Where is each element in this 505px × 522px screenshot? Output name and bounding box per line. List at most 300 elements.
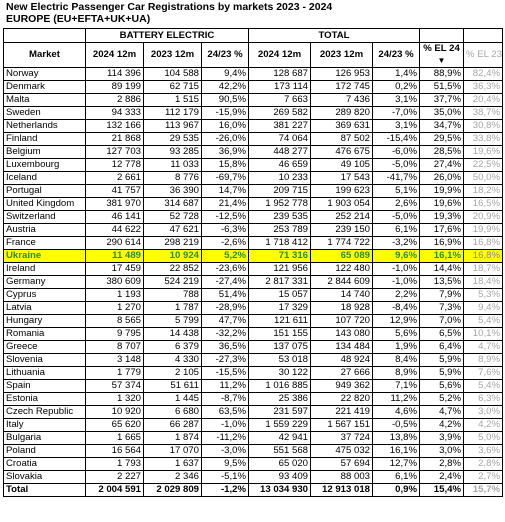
cell-total-change: -1,0% bbox=[373, 263, 420, 276]
cell-market: Bulgaria bbox=[4, 432, 86, 445]
cell-total-2024: 1 718 412 bbox=[249, 237, 311, 250]
cell-total-2023: 1 903 054 bbox=[311, 198, 373, 211]
cell-bev-change: 9,5% bbox=[202, 458, 249, 471]
cell-share-2023: 18,2% bbox=[464, 185, 503, 198]
chart-title: New Electric Passenger Car Registrations by markets 2023 - 2024 bbox=[6, 1, 333, 13]
cell-bev-2024: 12 778 bbox=[86, 159, 144, 172]
cell-bev-2024: 381 970 bbox=[86, 198, 144, 211]
cell-share-2023: 5,4% bbox=[464, 315, 503, 328]
cell-bev-change: -28,9% bbox=[202, 302, 249, 315]
cell-market: Estonia bbox=[4, 393, 86, 406]
cell-share-2023: 38,7% bbox=[464, 107, 503, 120]
cell-bev-2023: 36 390 bbox=[144, 185, 202, 198]
table-row bbox=[4, 393, 503, 406]
cell-market: Austria bbox=[4, 224, 86, 237]
header-total-2023: 2023 12m bbox=[311, 43, 373, 68]
cell-bev-change: -69,7% bbox=[202, 172, 249, 185]
header-group-total: TOTAL bbox=[249, 29, 420, 43]
cell-market: Slovakia bbox=[4, 471, 86, 484]
cell-market: Ukraine bbox=[4, 250, 86, 263]
table-row bbox=[4, 432, 503, 445]
cell-bev-2023: 2 346 bbox=[144, 471, 202, 484]
cell-bev-2023: 51 611 bbox=[144, 380, 202, 393]
cell-share-2023: 10,1% bbox=[464, 328, 503, 341]
cell-market: France bbox=[4, 237, 86, 250]
cell-total-change: 7,1% bbox=[373, 380, 420, 393]
cell-total-2024: 231 597 bbox=[249, 406, 311, 419]
cell-bev-2023: 62 715 bbox=[144, 81, 202, 94]
cell-total-2024: 1 559 229 bbox=[249, 419, 311, 432]
cell-total-2023: 126 953 bbox=[311, 68, 373, 81]
header-share-2024 bbox=[420, 43, 464, 68]
cell-share-2023: 15,7% bbox=[464, 484, 503, 497]
cell-market: Ireland bbox=[4, 263, 86, 276]
cell-total-2023: 17 543 bbox=[311, 172, 373, 185]
table-body bbox=[4, 68, 503, 497]
cell-total-2024: 381 227 bbox=[249, 120, 311, 133]
cell-share-2023: 36,3% bbox=[464, 81, 503, 94]
cell-bev-2024: 1 793 bbox=[86, 458, 144, 471]
cell-total-2024: 10 233 bbox=[249, 172, 311, 185]
cell-total-2023: 27 666 bbox=[311, 367, 373, 380]
cell-market: Hungary bbox=[4, 315, 86, 328]
table-row bbox=[4, 146, 503, 159]
cell-bev-2023: 113 967 bbox=[144, 120, 202, 133]
cell-market: Portugal bbox=[4, 185, 86, 198]
cell-total-2024: 30 122 bbox=[249, 367, 311, 380]
cell-bev-2023: 104 588 bbox=[144, 68, 202, 81]
cell-bev-change: 21,4% bbox=[202, 198, 249, 211]
cell-total-2024: 93 409 bbox=[249, 471, 311, 484]
cell-total-2023: 252 214 bbox=[311, 211, 373, 224]
table-row bbox=[4, 159, 503, 172]
table-row bbox=[4, 471, 503, 484]
cell-bev-change: -32,2% bbox=[202, 328, 249, 341]
registrations-table bbox=[3, 28, 503, 497]
cell-market: Netherlands bbox=[4, 120, 86, 133]
cell-total-2024: 128 687 bbox=[249, 68, 311, 81]
cell-bev-2023: 66 287 bbox=[144, 419, 202, 432]
cell-bev-2023: 29 535 bbox=[144, 133, 202, 146]
table-row bbox=[4, 68, 503, 81]
cell-total-2023: 48 924 bbox=[311, 354, 373, 367]
cell-total-2024: 121 611 bbox=[249, 315, 311, 328]
cell-bev-change: 15,8% bbox=[202, 159, 249, 172]
cell-share-2024: 7,0% bbox=[420, 315, 464, 328]
cell-total-2024: 46 659 bbox=[249, 159, 311, 172]
cell-total-change: 4,6% bbox=[373, 406, 420, 419]
cell-share-2024: 37,7% bbox=[420, 94, 464, 107]
header-bev-change: 24/23 % bbox=[202, 43, 249, 68]
cell-total-2024: 1 016 885 bbox=[249, 380, 311, 393]
cell-bev-2024: 2 886 bbox=[86, 94, 144, 107]
cell-market: Lithuania bbox=[4, 367, 86, 380]
cell-market: Romania bbox=[4, 328, 86, 341]
cell-total-2023: 475 032 bbox=[311, 445, 373, 458]
cell-share-2024: 6,5% bbox=[420, 328, 464, 341]
cell-bev-change: -11,2% bbox=[202, 432, 249, 445]
cell-total-2024: 121 956 bbox=[249, 263, 311, 276]
table-row bbox=[4, 133, 503, 146]
cell-bev-2024: 132 166 bbox=[86, 120, 144, 133]
cell-share-2024: 7,3% bbox=[420, 302, 464, 315]
cell-share-2024: 51,5% bbox=[420, 81, 464, 94]
cell-share-2023: 16,5% bbox=[464, 198, 503, 211]
cell-share-2024: 19,6% bbox=[420, 198, 464, 211]
cell-total-2023: 57 694 bbox=[311, 458, 373, 471]
cell-total-2023: 49 105 bbox=[311, 159, 373, 172]
cell-bev-2023: 52 728 bbox=[144, 211, 202, 224]
cell-bev-2023: 6 379 bbox=[144, 341, 202, 354]
cell-share-2024: 5,9% bbox=[420, 367, 464, 380]
cell-total-change: 0,9% bbox=[373, 484, 420, 497]
cell-market: Malta bbox=[4, 94, 86, 107]
cell-bev-2024: 10 920 bbox=[86, 406, 144, 419]
cell-bev-2023: 22 852 bbox=[144, 263, 202, 276]
cell-bev-change: 36,9% bbox=[202, 146, 249, 159]
cell-bev-2024: 1 779 bbox=[86, 367, 144, 380]
cell-share-2023: 8,9% bbox=[464, 354, 503, 367]
cell-market: Czech Republic bbox=[4, 406, 86, 419]
cell-share-2024: 15,4% bbox=[420, 484, 464, 497]
cell-bev-change: -15,5% bbox=[202, 367, 249, 380]
cell-total-change: -6,0% bbox=[373, 146, 420, 159]
table-row bbox=[4, 354, 503, 367]
cell-bev-2024: 9 795 bbox=[86, 328, 144, 341]
cell-share-2024: 19,3% bbox=[420, 211, 464, 224]
cell-total-change: 1,4% bbox=[373, 68, 420, 81]
cell-bev-2024: 16 564 bbox=[86, 445, 144, 458]
header-share-2024-label: % EL 24 bbox=[423, 43, 460, 54]
cell-bev-change: -27,3% bbox=[202, 354, 249, 367]
cell-share-2023: 5,3% bbox=[464, 289, 503, 302]
cell-total-change: -8,4% bbox=[373, 302, 420, 315]
cell-market: Belgium bbox=[4, 146, 86, 159]
cell-bev-change: -8,7% bbox=[202, 393, 249, 406]
cell-bev-2024: 2 004 591 bbox=[86, 484, 144, 497]
cell-share-2024: 4,2% bbox=[420, 419, 464, 432]
cell-total-2023: 1 567 151 bbox=[311, 419, 373, 432]
cell-total-change: -1,0% bbox=[373, 276, 420, 289]
table-row bbox=[4, 276, 503, 289]
cell-bev-2023: 1 637 bbox=[144, 458, 202, 471]
table-row bbox=[4, 185, 503, 198]
cell-total-2023: 7 436 bbox=[311, 94, 373, 107]
total-row bbox=[4, 484, 503, 497]
cell-total-2023: 14 740 bbox=[311, 289, 373, 302]
cell-share-2023: 9,4% bbox=[464, 302, 503, 315]
cell-market: Total bbox=[4, 484, 86, 497]
cell-total-change: -41,7% bbox=[373, 172, 420, 185]
cell-bev-2024: 8 565 bbox=[86, 315, 144, 328]
table-row bbox=[4, 367, 503, 380]
cell-total-2023: 1 774 722 bbox=[311, 237, 373, 250]
cell-share-2023: 19,6% bbox=[464, 146, 503, 159]
cell-bev-2024: 1 193 bbox=[86, 289, 144, 302]
cell-total-2024: 151 155 bbox=[249, 328, 311, 341]
cell-bev-2023: 5 799 bbox=[144, 315, 202, 328]
cell-total-2024: 15 057 bbox=[249, 289, 311, 302]
table-row bbox=[4, 289, 503, 302]
cell-total-change: 2,2% bbox=[373, 289, 420, 302]
cell-total-2023: 143 080 bbox=[311, 328, 373, 341]
cell-share-2024: 4,7% bbox=[420, 406, 464, 419]
cell-bev-2023: 788 bbox=[144, 289, 202, 302]
cell-total-2024: 448 277 bbox=[249, 146, 311, 159]
cell-total-2024: 137 075 bbox=[249, 341, 311, 354]
table-row bbox=[4, 315, 503, 328]
header-bev-2023: 2023 12m bbox=[144, 43, 202, 68]
cell-total-change: -15,4% bbox=[373, 133, 420, 146]
cell-bev-change: 14,7% bbox=[202, 185, 249, 198]
chart-subtitle: EUROPE (EU+EFTA+UK+UA) bbox=[6, 13, 151, 25]
table-row bbox=[4, 224, 503, 237]
header-blank bbox=[420, 29, 464, 43]
cell-share-2023: 18,7% bbox=[464, 263, 503, 276]
cell-market: Poland bbox=[4, 445, 86, 458]
cell-total-2024: 42 941 bbox=[249, 432, 311, 445]
cell-bev-change: 63,5% bbox=[202, 406, 249, 419]
cell-bev-2023: 8 776 bbox=[144, 172, 202, 185]
cell-total-2024: 25 386 bbox=[249, 393, 311, 406]
cell-bev-2024: 11 489 bbox=[86, 250, 144, 263]
cell-bev-2024: 380 609 bbox=[86, 276, 144, 289]
cell-market: Germany bbox=[4, 276, 86, 289]
cell-bev-2024: 57 374 bbox=[86, 380, 144, 393]
cell-total-change: 12,9% bbox=[373, 315, 420, 328]
cell-market: Switzerland bbox=[4, 211, 86, 224]
table-row bbox=[4, 328, 503, 341]
cell-bev-change: 51,4% bbox=[202, 289, 249, 302]
cell-share-2023: 5,4% bbox=[464, 380, 503, 393]
cell-market: Greece bbox=[4, 341, 86, 354]
cell-bev-2024: 2 661 bbox=[86, 172, 144, 185]
cell-total-change: 5,1% bbox=[373, 185, 420, 198]
cell-total-2023: 239 150 bbox=[311, 224, 373, 237]
cell-share-2024: 5,2% bbox=[420, 393, 464, 406]
cell-bev-2023: 4 330 bbox=[144, 354, 202, 367]
cell-total-change: -5,0% bbox=[373, 159, 420, 172]
header-blank bbox=[4, 29, 86, 43]
cell-share-2024: 26,0% bbox=[420, 172, 464, 185]
cell-bev-2024: 127 703 bbox=[86, 146, 144, 159]
cell-bev-2023: 10 924 bbox=[144, 250, 202, 263]
table-row bbox=[4, 81, 503, 94]
cell-bev-2024: 114 396 bbox=[86, 68, 144, 81]
cell-total-2023: 65 089 bbox=[311, 250, 373, 263]
cell-bev-change: -6,3% bbox=[202, 224, 249, 237]
cell-bev-change: 47,7% bbox=[202, 315, 249, 328]
cell-share-2023: 18,4% bbox=[464, 276, 503, 289]
cell-market: Latvia bbox=[4, 302, 86, 315]
cell-bev-2024: 2 227 bbox=[86, 471, 144, 484]
cell-share-2023: 82,4% bbox=[464, 68, 503, 81]
cell-total-2023: 107 720 bbox=[311, 315, 373, 328]
cell-total-2023: 22 820 bbox=[311, 393, 373, 406]
cell-total-change: 6,1% bbox=[373, 471, 420, 484]
cell-total-2023: 949 362 bbox=[311, 380, 373, 393]
table-row bbox=[4, 445, 503, 458]
table-row bbox=[4, 172, 503, 185]
cell-bev-2024: 3 148 bbox=[86, 354, 144, 367]
table-row bbox=[4, 458, 503, 471]
cell-share-2023: 20,4% bbox=[464, 94, 503, 107]
cell-market: Slovenia bbox=[4, 354, 86, 367]
cell-share-2024: 34,7% bbox=[420, 120, 464, 133]
cell-bev-2024: 1 270 bbox=[86, 302, 144, 315]
cell-bev-2023: 11 033 bbox=[144, 159, 202, 172]
table-row bbox=[4, 198, 503, 211]
cell-total-2023: 221 419 bbox=[311, 406, 373, 419]
cell-bev-change: -3,0% bbox=[202, 445, 249, 458]
cell-share-2024: 6,4% bbox=[420, 341, 464, 354]
cell-total-2023: 134 484 bbox=[311, 341, 373, 354]
cell-total-2024: 53 018 bbox=[249, 354, 311, 367]
cell-market: Luxembourg bbox=[4, 159, 86, 172]
cell-total-2024: 209 715 bbox=[249, 185, 311, 198]
cell-bev-2024: 44 622 bbox=[86, 224, 144, 237]
cell-share-2023: 22,5% bbox=[464, 159, 503, 172]
cell-share-2023: 5,0% bbox=[464, 432, 503, 445]
cell-total-2023: 37 724 bbox=[311, 432, 373, 445]
cell-bev-2024: 41 757 bbox=[86, 185, 144, 198]
cell-bev-2023: 314 687 bbox=[144, 198, 202, 211]
cell-bev-change: 9,4% bbox=[202, 68, 249, 81]
cell-market: United Kingdom bbox=[4, 198, 86, 211]
cell-share-2024: 19,9% bbox=[420, 185, 464, 198]
cell-bev-change: 42,2% bbox=[202, 81, 249, 94]
cell-total-2023: 18 928 bbox=[311, 302, 373, 315]
cell-bev-change: 90,5% bbox=[202, 94, 249, 107]
cell-share-2023: 3,6% bbox=[464, 445, 503, 458]
cell-share-2023: 19,9% bbox=[464, 224, 503, 237]
cell-total-change: 2,6% bbox=[373, 198, 420, 211]
cell-share-2024: 5,9% bbox=[420, 354, 464, 367]
cell-bev-2024: 1 665 bbox=[86, 432, 144, 445]
cell-share-2023: 2,7% bbox=[464, 471, 503, 484]
cell-total-change: 3,1% bbox=[373, 120, 420, 133]
cell-bev-change: 36,5% bbox=[202, 341, 249, 354]
cell-total-2024: 173 114 bbox=[249, 81, 311, 94]
cell-share-2024: 3,9% bbox=[420, 432, 464, 445]
cell-bev-change: -27,4% bbox=[202, 276, 249, 289]
cell-share-2023: 16,8% bbox=[464, 237, 503, 250]
table-row bbox=[4, 120, 503, 133]
cell-bev-change: -5,1% bbox=[202, 471, 249, 484]
sort-descending-icon: ▼ bbox=[437, 56, 446, 65]
cell-bev-change: -23,6% bbox=[202, 263, 249, 276]
cell-total-change: 16,1% bbox=[373, 445, 420, 458]
cell-bev-change: -1,0% bbox=[202, 419, 249, 432]
cell-bev-2024: 8 707 bbox=[86, 341, 144, 354]
cell-bev-2024: 46 141 bbox=[86, 211, 144, 224]
cell-market: Norway bbox=[4, 68, 86, 81]
cell-total-2024: 17 329 bbox=[249, 302, 311, 315]
table-row bbox=[4, 263, 503, 276]
table-row bbox=[4, 107, 503, 120]
cell-bev-2023: 2 029 809 bbox=[144, 484, 202, 497]
table-row bbox=[4, 302, 503, 315]
cell-bev-2023: 6 680 bbox=[144, 406, 202, 419]
header-total-2024: 2024 12m bbox=[249, 43, 311, 68]
cell-share-2024: 27,4% bbox=[420, 159, 464, 172]
cell-market: Denmark bbox=[4, 81, 86, 94]
cell-market: Spain bbox=[4, 380, 86, 393]
cell-total-2023: 289 820 bbox=[311, 107, 373, 120]
cell-total-change: 9,6% bbox=[373, 250, 420, 263]
cell-bev-2023: 298 219 bbox=[144, 237, 202, 250]
cell-share-2024: 16,1% bbox=[420, 250, 464, 263]
cell-total-change: 8,4% bbox=[373, 354, 420, 367]
cell-total-change: 5,6% bbox=[373, 328, 420, 341]
header-blank bbox=[464, 29, 503, 43]
table-row bbox=[4, 380, 503, 393]
cell-bev-2023: 93 285 bbox=[144, 146, 202, 159]
table-row bbox=[4, 237, 503, 250]
cell-total-2023: 2 844 609 bbox=[311, 276, 373, 289]
cell-bev-change: 5,2% bbox=[202, 250, 249, 263]
cell-bev-2023: 112 179 bbox=[144, 107, 202, 120]
cell-share-2023: 50,0% bbox=[464, 172, 503, 185]
header-share-2023: % EL 23 bbox=[464, 43, 503, 68]
cell-share-2024: 13,5% bbox=[420, 276, 464, 289]
cell-bev-change: -1,2% bbox=[202, 484, 249, 497]
cell-total-change: 3,1% bbox=[373, 94, 420, 107]
cell-share-2023: 7,6% bbox=[464, 367, 503, 380]
cell-share-2024: 2,8% bbox=[420, 458, 464, 471]
cell-share-2023: 30,8% bbox=[464, 120, 503, 133]
header-group-battery-electric: BATTERY ELECTRIC bbox=[86, 29, 249, 43]
table-row bbox=[4, 211, 503, 224]
cell-total-2024: 7 663 bbox=[249, 94, 311, 107]
cell-bev-2024: 17 459 bbox=[86, 263, 144, 276]
table-row bbox=[4, 419, 503, 432]
cell-market: Croatia bbox=[4, 458, 86, 471]
cell-total-change: 13,8% bbox=[373, 432, 420, 445]
cell-bev-2024: 65 620 bbox=[86, 419, 144, 432]
cell-bev-2023: 17 070 bbox=[144, 445, 202, 458]
header-bev-2024: 2024 12m bbox=[86, 43, 144, 68]
cell-bev-2024: 89 199 bbox=[86, 81, 144, 94]
cell-bev-2023: 524 219 bbox=[144, 276, 202, 289]
cell-bev-2023: 1 874 bbox=[144, 432, 202, 445]
cell-total-change: 0,2% bbox=[373, 81, 420, 94]
cell-share-2023: 4,2% bbox=[464, 419, 503, 432]
cell-market: Sweden bbox=[4, 107, 86, 120]
cell-market: Iceland bbox=[4, 172, 86, 185]
cell-total-2023: 12 913 018 bbox=[311, 484, 373, 497]
cell-bev-2024: 1 320 bbox=[86, 393, 144, 406]
cell-total-2024: 65 020 bbox=[249, 458, 311, 471]
cell-total-2024: 1 952 778 bbox=[249, 198, 311, 211]
cell-total-2024: 13 034 930 bbox=[249, 484, 311, 497]
cell-bev-2023: 1 787 bbox=[144, 302, 202, 315]
cell-bev-2023: 47 621 bbox=[144, 224, 202, 237]
table-row bbox=[4, 94, 503, 107]
cell-bev-change: -12,5% bbox=[202, 211, 249, 224]
cell-total-2023: 172 745 bbox=[311, 81, 373, 94]
cell-bev-change: -26,0% bbox=[202, 133, 249, 146]
cell-share-2023: 20,9% bbox=[464, 211, 503, 224]
cell-total-change: 1,9% bbox=[373, 341, 420, 354]
cell-share-2024: 5,6% bbox=[420, 380, 464, 393]
cell-bev-change: -15,9% bbox=[202, 107, 249, 120]
cell-total-change: -7,0% bbox=[373, 107, 420, 120]
cell-total-2023: 88 003 bbox=[311, 471, 373, 484]
cell-share-2024: 35,0% bbox=[420, 107, 464, 120]
cell-market: Finland bbox=[4, 133, 86, 146]
cell-market: Italy bbox=[4, 419, 86, 432]
